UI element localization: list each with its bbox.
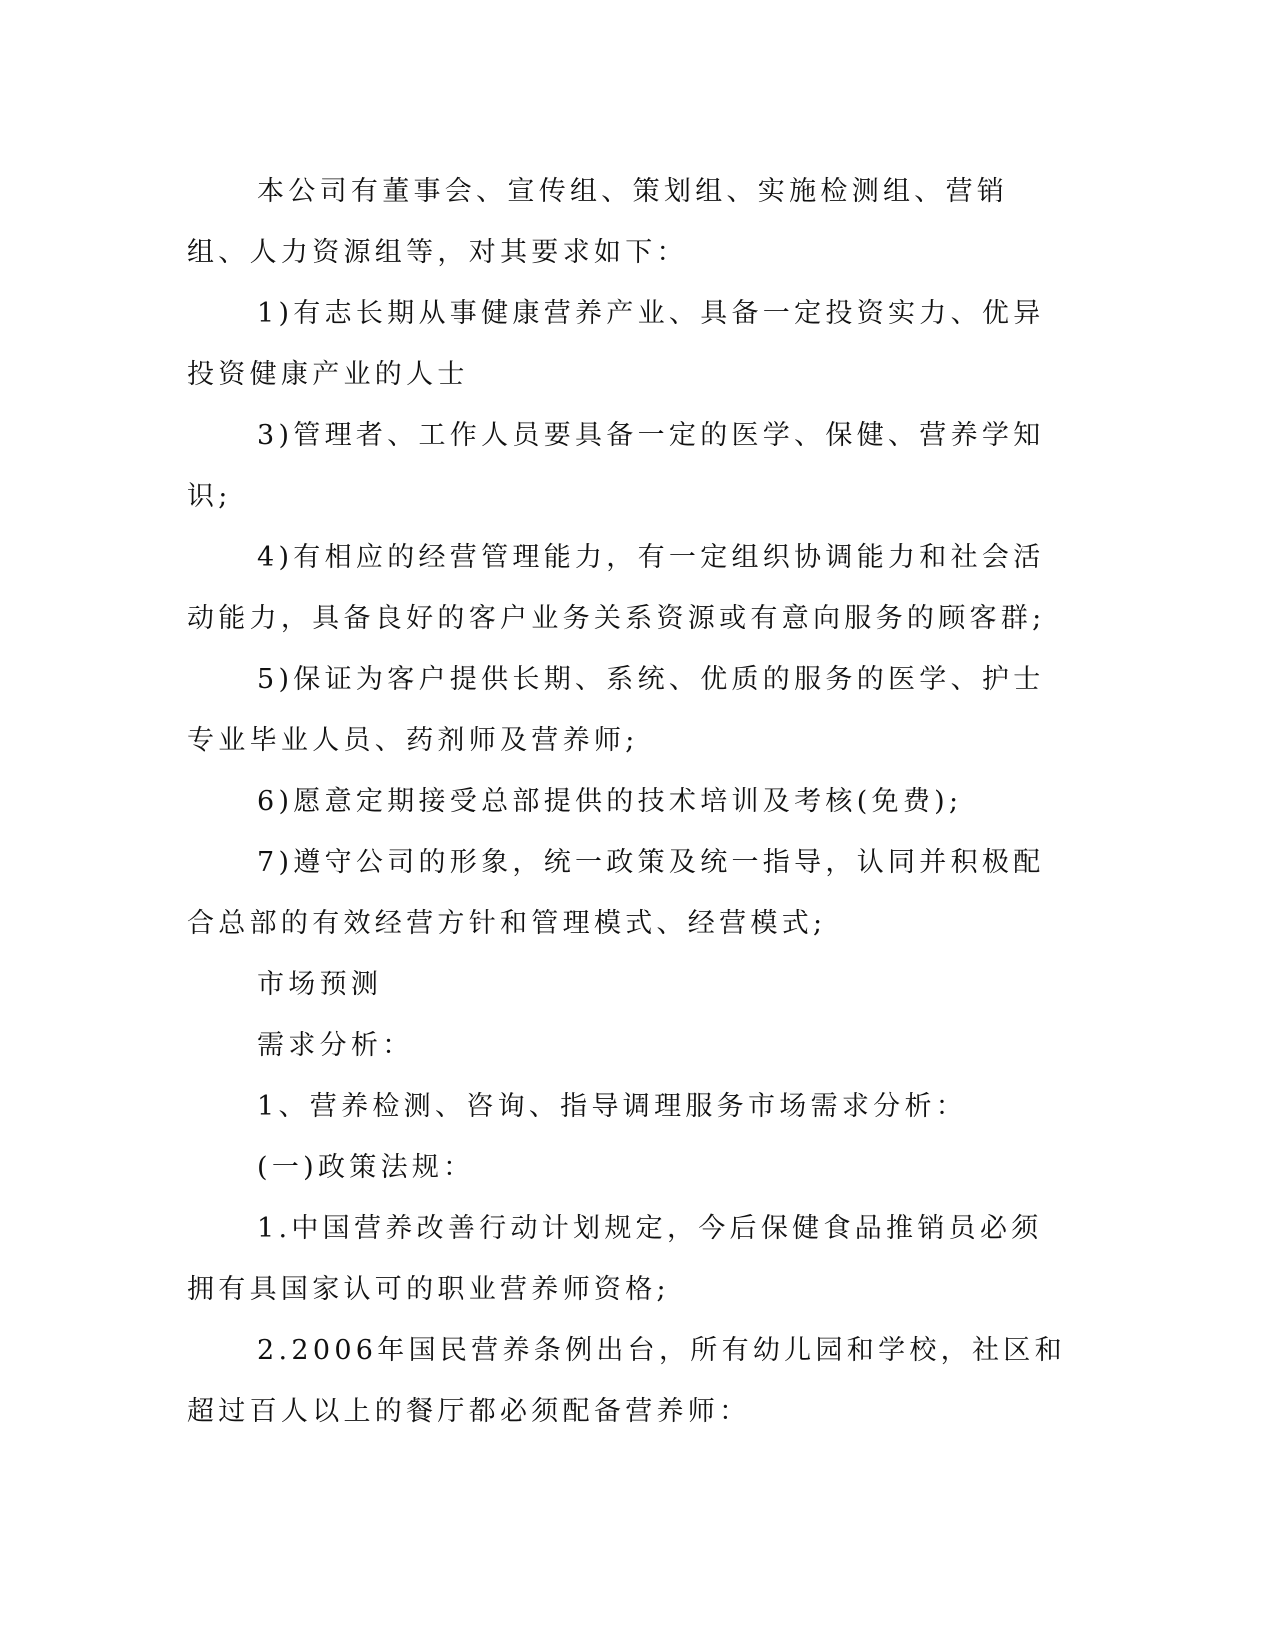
paragraph-requirement-5: 5)保证为客户提供长期、系统、优质的服务的医学、护士专业毕业人员、药剂师及营养师; [187, 664, 1045, 756]
document-body [187, 161, 1067, 1442]
heading-demand-analysis: 需求分析： [257, 1030, 414, 1061]
paragraph-requirement-1: 1)有志长期从事健康营养产业、具备一定投资实力、优异投资健康产业的人士 [187, 298, 1045, 390]
heading-policy-regulations: (一)政策法规： [257, 1152, 475, 1183]
paragraph-requirement-4: 4)有相应的经营管理能力，有一定组织协调能力和社会活动能力，具备良好的客户业务关系资源或有意向服务的顾客群; [187, 542, 1046, 634]
paragraph-organization: 本公司有董事会、宣传组、策划组、实施检测组、营销组、人力资源组等，对其要求如下： [187, 176, 1009, 268]
paragraph-service-demand: 1、营养检测、咨询、指导调理服务市场需求分析： [257, 1091, 968, 1122]
paragraph-policy-2: 2.2006年国民营养条例出台，所有幼儿园和学校，社区和超过百人以上的餐厅都必须配备营养师： [187, 1335, 1066, 1427]
paragraph-requirement-6: 6)愿意定期接受总部提供的技术培训及考核(免费); [257, 786, 963, 817]
paragraph-requirement-3: 3)管理者、工作人员要具备一定的医学、保健、营养学知识; [187, 420, 1045, 512]
paragraph-requirement-7: 7)遵守公司的形象，统一政策及统一指导，认同并积极配合总部的有效经营方针和管理模式、经营模式; [187, 847, 1045, 939]
heading-market-forecast: 市场预测 [257, 969, 383, 1000]
paragraph-policy-1: 1.中国营养改善行动计划规定，今后保健食品推销员必须拥有具国家认可的职业营养师资格; [187, 1213, 1043, 1305]
